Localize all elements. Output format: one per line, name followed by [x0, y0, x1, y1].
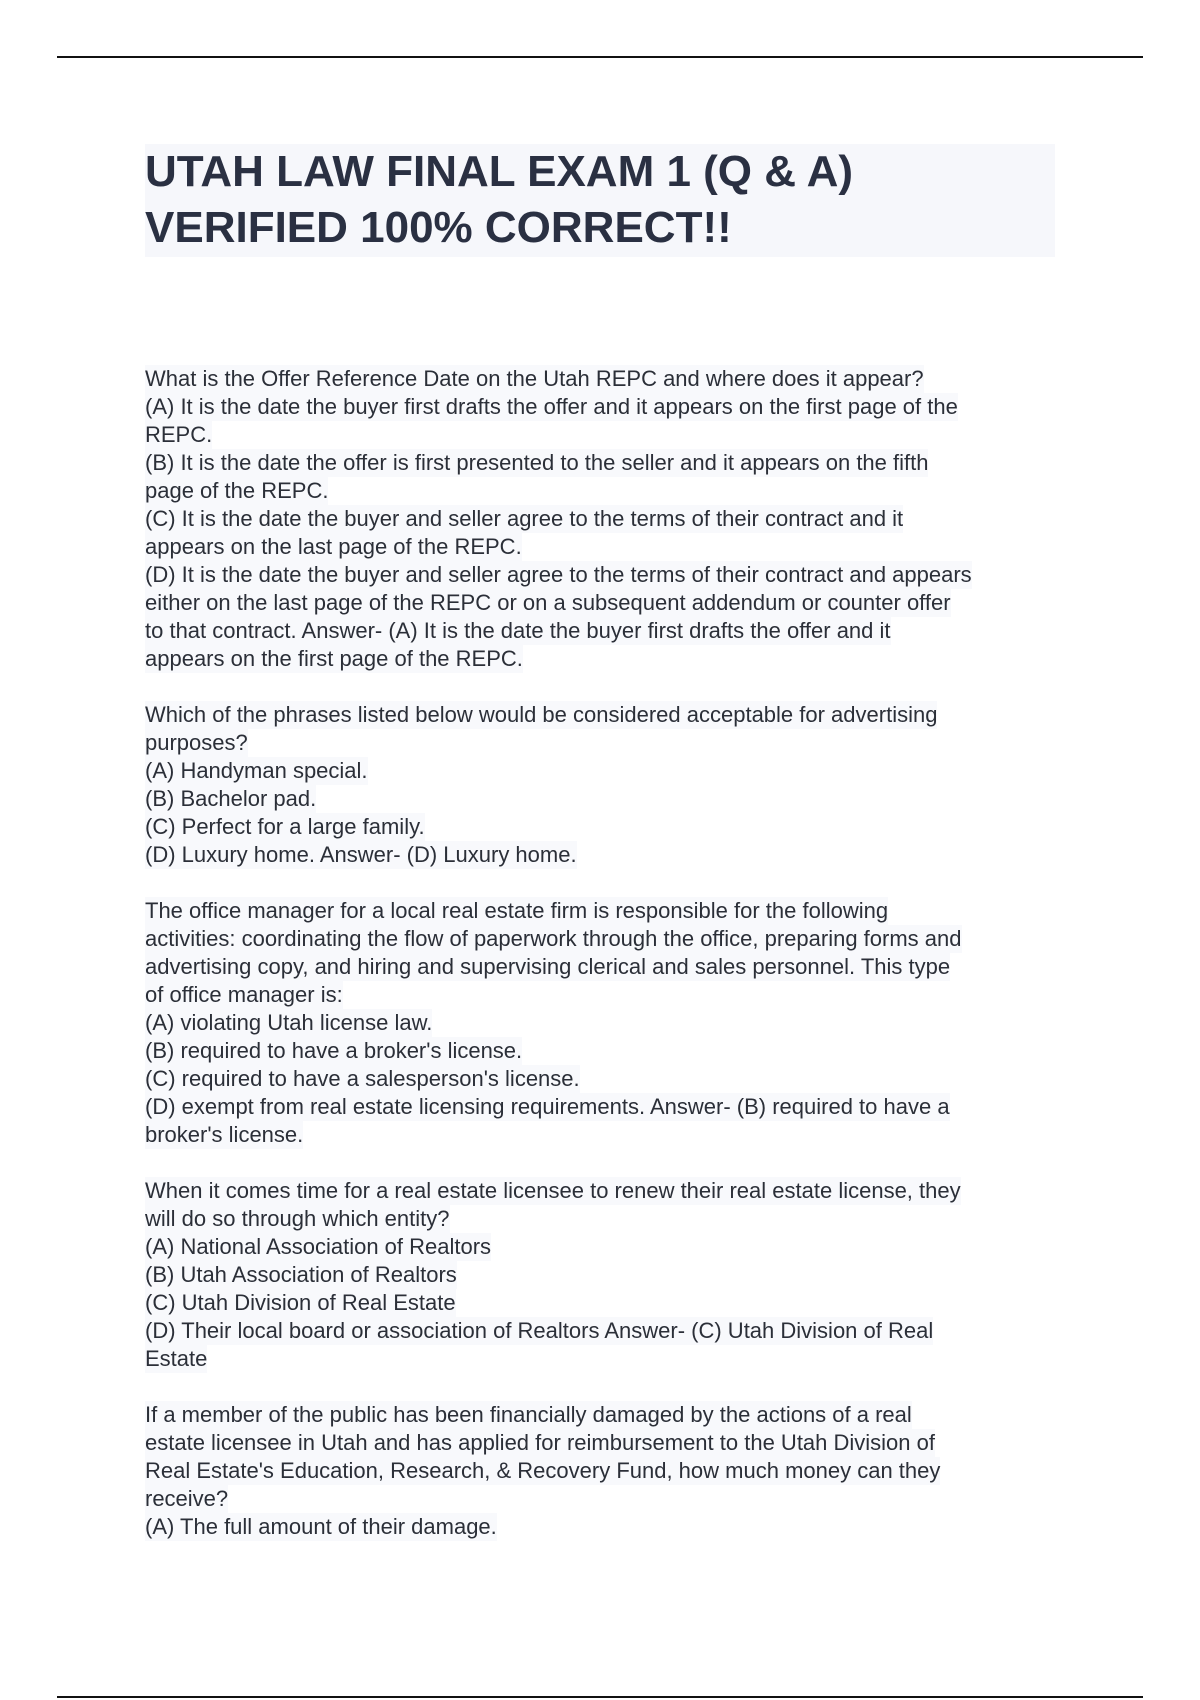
bottom-divider	[57, 1696, 1143, 1698]
text-line: (C) required to have a salesperson's license.	[145, 1066, 580, 1091]
text-line: Estate	[145, 1346, 208, 1371]
text-line: (C) It is the date the buyer and seller agree to the terms of their contract and it	[145, 506, 904, 531]
text-line: (C) Perfect for a large family.	[145, 814, 425, 839]
qa-block-2	[145, 701, 1065, 869]
question-text: Which of the phrases listed below would be considered acceptable for advertising	[145, 702, 938, 727]
text-line: REPC.	[145, 422, 213, 447]
text-line: receive?	[145, 1486, 229, 1511]
text-line: (D) exempt from real estate licensing requirements. Answer- (B) required to have a	[145, 1094, 950, 1119]
text-line: activities: coordinating the flow of paperwork through the office, preparing forms and	[145, 926, 962, 951]
text-line: advertising copy, and hiring and supervising clerical and sales personnel. This type	[145, 954, 951, 979]
text-line: (B) Utah Association of Realtors	[145, 1262, 457, 1287]
top-divider	[57, 56, 1143, 58]
text-line: (B) Bachelor pad.	[145, 786, 317, 811]
text-line: appears on the last page of the REPC.	[145, 534, 522, 559]
text-line: will do so through which entity?	[145, 1206, 450, 1231]
qa-block-1	[145, 365, 1065, 673]
text-line: page of the REPC.	[145, 478, 329, 503]
text-line: (A) Handyman special.	[145, 758, 368, 783]
text-line: (D) Their local board or association of Realtors Answer- (C) Utah Division of Real	[145, 1318, 934, 1343]
text-line: (D) It is the date the buyer and seller agree to the terms of their contract and appears	[145, 562, 972, 587]
text-line: (A) National Association of Realtors	[145, 1234, 492, 1259]
question-text: The office manager for a local real estate firm is responsible for the following	[145, 898, 889, 923]
text-line: either on the last page of the REPC or on a subsequent addendum or counter offer	[145, 590, 951, 615]
text-line: to that contract. Answer- (A) It is the date the buyer first drafts the offer and it	[145, 618, 891, 643]
text-line: Real Estate's Education, Research, & Recovery Fund, how much money can they	[145, 1458, 941, 1483]
qa-block-5	[145, 1401, 1065, 1541]
qa-content	[145, 365, 1065, 1569]
question-text: If a member of the public has been financially damaged by the actions of a real	[145, 1402, 912, 1427]
text-line: (B) required to have a broker's license.	[145, 1038, 523, 1063]
text-line: of office manager is:	[145, 982, 343, 1007]
text-line: (B) It is the date the offer is first presented to the seller and it appears on the fifth	[145, 450, 929, 475]
question-text: When it comes time for a real estate licensee to renew their real estate license, they	[145, 1178, 961, 1203]
text-line: (A) The full amount of their damage.	[145, 1514, 497, 1539]
text-line: purposes?	[145, 730, 248, 755]
title-line-1: UTAH LAW FINAL EXAM 1 (Q & A)	[145, 147, 854, 196]
question-text: What is the Offer Reference Date on the Utah REPC and where does it appear?	[145, 366, 924, 391]
text-line: (A) It is the date the buyer first drafts the offer and it appears on the first page of the	[145, 394, 958, 419]
text-line: (D) Luxury home. Answer- (D) Luxury home.	[145, 842, 577, 867]
text-line: broker's license.	[145, 1122, 304, 1147]
qa-block-4	[145, 1177, 1065, 1373]
qa-block-3	[145, 897, 1065, 1149]
text-line: estate licensee in Utah and has applied for reimbursement to the Utah Division of	[145, 1430, 935, 1455]
text-line: (C) Utah Division of Real Estate	[145, 1290, 456, 1315]
text-line: (A) violating Utah license law.	[145, 1010, 433, 1035]
document-title	[145, 144, 1055, 257]
text-line: appears on the first page of the REPC.	[145, 646, 523, 671]
title-line-2: VERIFIED 100% CORRECT!!	[145, 203, 732, 252]
